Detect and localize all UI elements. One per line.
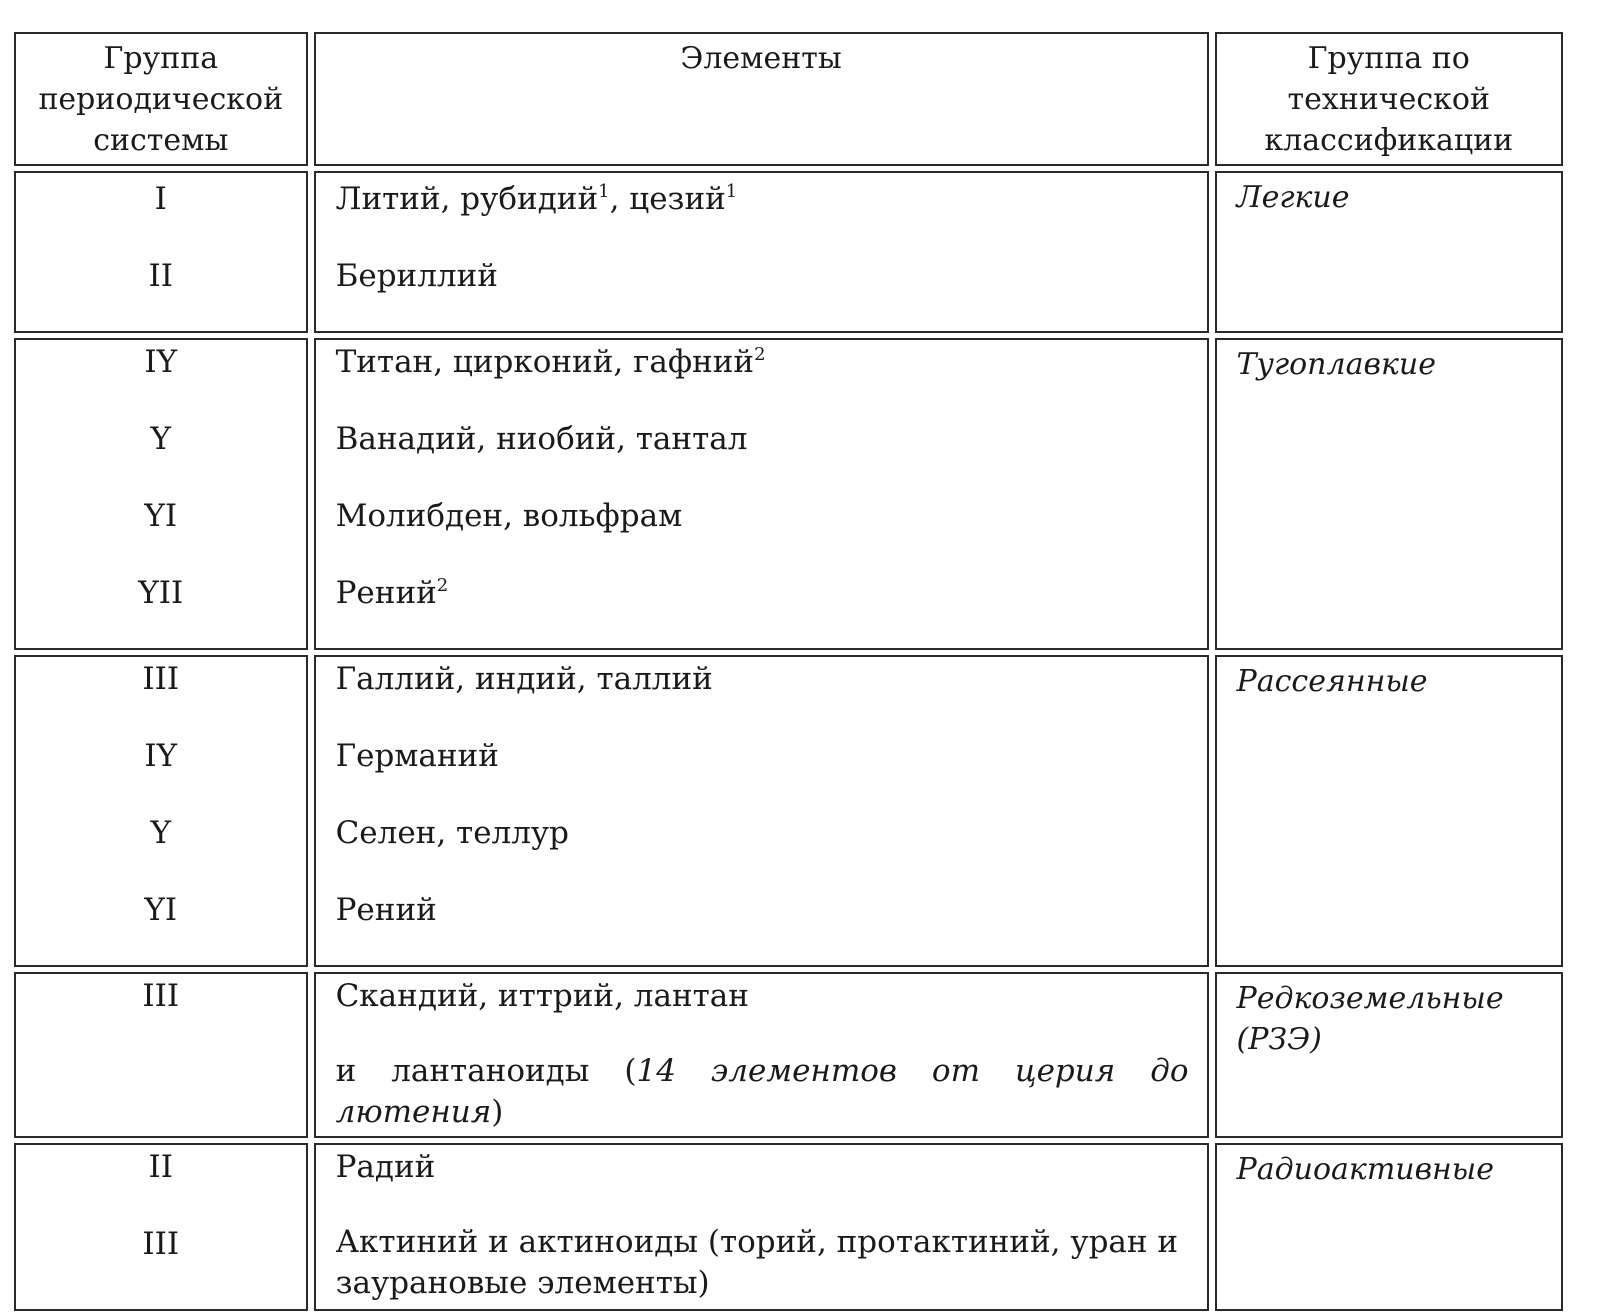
element-line: Молибден, вольфрам (335, 498, 683, 534)
group-number: I (154, 181, 167, 217)
elements-classification-table (8, 27, 1569, 1316)
footnote-marker: 2 (436, 575, 449, 596)
footnote-marker: 1 (598, 181, 610, 202)
header-technical-group: Группа по технической классификации (1215, 32, 1563, 166)
elements-cell (314, 655, 1209, 967)
element-line: Скандий, иттрий, лантан (335, 978, 749, 1014)
element-line: Германий (335, 738, 499, 774)
element-line: Титан, цирконий, гафний$^2$ (335, 344, 766, 380)
group-number: II (148, 258, 174, 294)
element-line: Галлий, индий, таллий (335, 661, 713, 697)
periodic-group-cell (14, 972, 308, 1138)
group-number: IY (144, 738, 178, 774)
technical-group-cell: Радиоактивные (1215, 1143, 1563, 1311)
periodic-group-cell (14, 171, 308, 333)
footnote-marker: 1 (725, 181, 738, 202)
group-number: IY (144, 344, 178, 380)
header-elements: Элементы (314, 32, 1209, 166)
group-number: YI (144, 892, 178, 928)
element-line: Рений (335, 892, 437, 928)
periodic-group-cell (14, 1143, 308, 1311)
element-line: Ванадий, ниобий, тантал (335, 421, 748, 457)
technical-group-cell: Легкие (1215, 171, 1563, 333)
header-periodic-group: Группа периодической системы (14, 32, 308, 166)
periodic-group-cell (14, 655, 308, 967)
group-number: Y (150, 421, 172, 457)
table-row (14, 171, 1563, 333)
elements-cell (314, 972, 1209, 1138)
element-line: Радий (335, 1149, 436, 1185)
group-number: YI (144, 498, 178, 534)
table-row (14, 1143, 1563, 1311)
table-row (14, 655, 1563, 967)
table-row (14, 972, 1563, 1138)
group-number: Y (150, 815, 172, 851)
group-number: III (142, 661, 180, 697)
element-line: Рений$^2$ (335, 575, 449, 611)
technical-group-cell: Редкоземельные (РЗЭ) (1215, 972, 1563, 1138)
group-number: III (142, 1226, 180, 1262)
element-line: Литий, рубидий$^1$, цезий$^1$ (335, 181, 738, 217)
periodic-group-cell (14, 338, 308, 650)
group-number: II (148, 1149, 174, 1185)
element-line: Селен, теллур (335, 815, 570, 851)
elements-cell (314, 1143, 1209, 1311)
table-row (14, 338, 1563, 650)
group-number: YII (138, 575, 184, 611)
elements-cell (314, 338, 1209, 650)
technical-group-cell: Рассеянные (1215, 655, 1563, 967)
element-line: Актиний и актиноиды (торий, протактиний, уран и заурановые элементы) (335, 1224, 1179, 1301)
elements-cell (314, 171, 1209, 333)
table-header-row (14, 32, 1563, 166)
group-number: III (142, 978, 180, 1014)
element-line: Бериллий (335, 258, 498, 294)
footnote-marker: 2 (754, 344, 766, 365)
technical-group-cell: Тугоплавкие (1215, 338, 1563, 650)
element-line: и лантаноиды (14 элементов от церия до лютения) (335, 1053, 1189, 1130)
